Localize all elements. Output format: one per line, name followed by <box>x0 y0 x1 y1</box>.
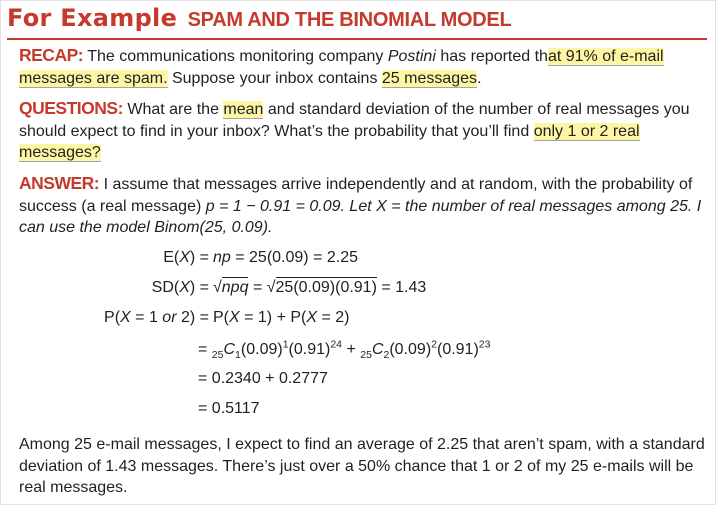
highlight-mean: mean <box>223 101 264 118</box>
example-subtitle: SPAM AND THE BINOMIAL MODEL <box>187 9 512 31</box>
probability-line <box>1 309 717 335</box>
answer-label: ANSWER: <box>19 173 100 193</box>
answer-text: I assume that messages arrive independently and at random, with the probability of success (a real message) <box>19 176 693 215</box>
recap-label: RECAP: <box>19 45 84 65</box>
questions-label: QUESTIONS: <box>19 98 123 118</box>
expected-value-line <box>1 249 717 275</box>
sd-value: = 1.43 <box>381 279 427 296</box>
highlight-spam-rate: at 91% of e-mail messages are spam. <box>19 48 664 87</box>
questions-paragraph <box>19 98 709 164</box>
questions-text: What are the <box>127 101 219 118</box>
sd-lhs: SD(X) = <box>151 279 209 296</box>
recap-text: Suppose your inbox contains <box>171 69 378 87</box>
binomial-line <box>1 338 717 367</box>
example-header <box>7 4 707 40</box>
ex-lhs: E(X) = <box>163 249 209 266</box>
highlight-question: only 1 or 2 real messages? <box>19 122 640 161</box>
binomial-formula: = $_{25}C_1(0.09)^1(0.91)^{24} + _{25}C_2(0.09)^2(0.91)^{23}$ <box>198 338 491 362</box>
company-name: Postini <box>387 48 436 65</box>
recap-paragraph <box>19 45 709 89</box>
answer-paragraph <box>19 173 709 239</box>
result-line <box>1 400 717 426</box>
highlight-message-count: 25 messages <box>381 69 478 87</box>
recap-text: The communications monitoring company <box>87 48 384 65</box>
sd-radicand-2: 25(0.09)(0.91) <box>275 279 377 296</box>
questions-text: and standard deviation of the number of real messages you should expect to find in your inbox? What’s the probability that you’ll find <box>19 101 690 140</box>
sum-line <box>1 370 717 396</box>
result-value: = 0.5117 <box>198 400 260 417</box>
std-dev-line <box>1 279 717 305</box>
prob-lhs: P(X = 1 or 2) = <box>104 309 209 326</box>
recap-period: . <box>477 69 482 87</box>
sd-radicand-1: npq <box>221 279 249 296</box>
sd-rhs: √npq = √25(0.09)(0.91) = 1.43 <box>213 279 427 296</box>
recap-text: has reported th <box>440 48 548 65</box>
sd-equals: = <box>252 279 263 296</box>
ex-rhs: np = 25(0.09) = 2.25 <box>213 249 358 266</box>
conclusion-paragraph: Among 25 e-mail messages, I expect to find an average of 2.25 that aren’t spam, with a standard deviation of 1.43 messages. There’s just over a 50% chance that 1 or 2 of my 25 e-mails will be real messages. <box>19 436 705 496</box>
variable-definition: X = the number of real messages among 25. I can use the model Binom(25, 0.09). <box>19 197 702 236</box>
prob-rhs: P(X = 1) + P(X = 2) <box>213 309 350 326</box>
sum-values: = 0.2340 + 0.2777 <box>198 370 328 387</box>
example-title: For Example <box>7 4 178 32</box>
probability-definition: p = 1 − 0.91 = 0.09. Let <box>205 197 372 215</box>
